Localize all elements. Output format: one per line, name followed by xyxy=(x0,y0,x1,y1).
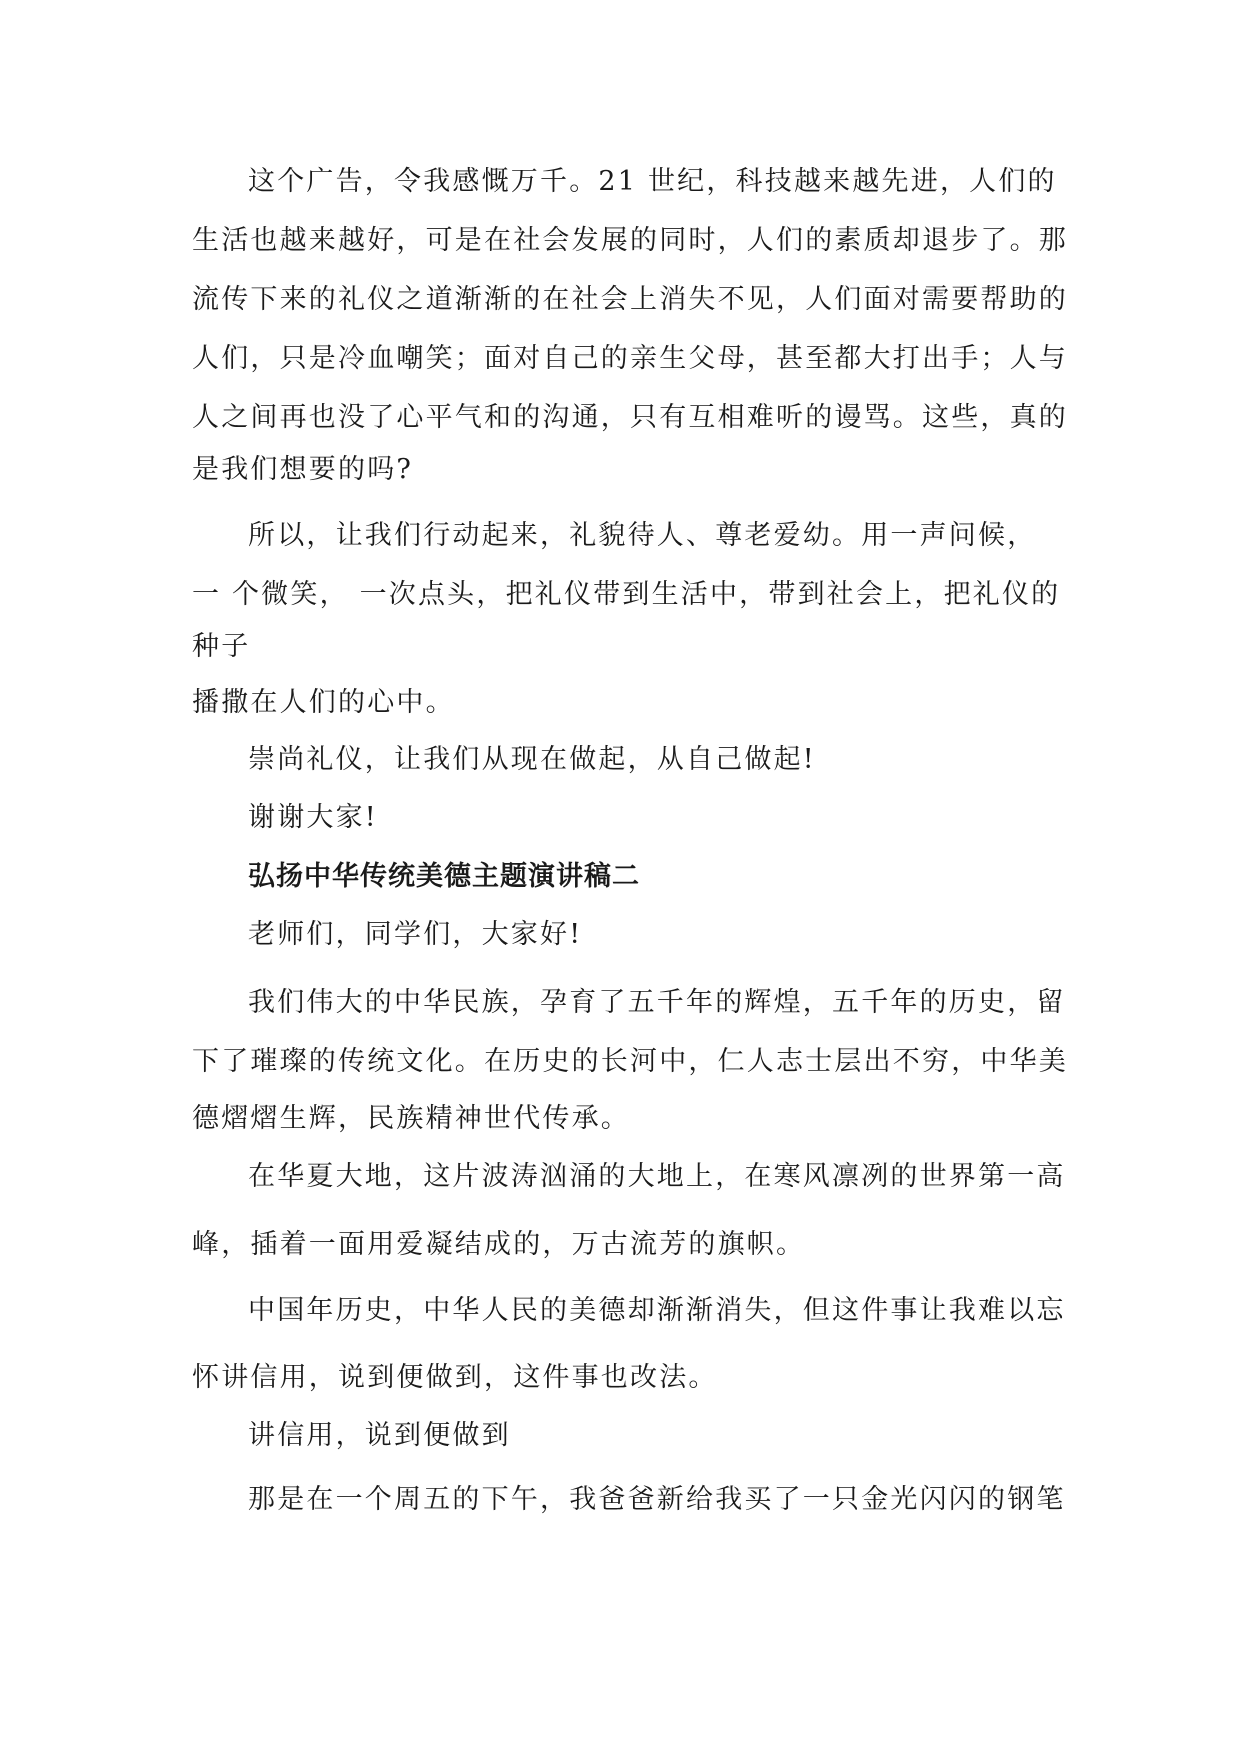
paragraph-line: 在华夏大地，这片波涛汹涌的大地上，在寒风凛冽的世界第一高 xyxy=(248,1161,1066,1192)
paragraph-line: 中国年历史，中华人民的美德却渐渐消失，但这件事让我难以忘 xyxy=(248,1295,1066,1326)
paragraph-line: 峰，插着一面用爱凝结成的，万古流芳的旗帜。 xyxy=(192,1229,806,1260)
paragraph-line: 人们，只是冷血嘲笑；面对自己的亲生父母，甚至都大打出手；人与 xyxy=(192,343,1068,374)
paragraph-line: 怀讲信用，说到便做到，这件事也改法。 xyxy=(192,1362,718,1393)
paragraph-line: 那是在一个周五的下午，我爸爸新给我买了一只金光闪闪的钢笔 xyxy=(248,1484,1066,1515)
paragraph-line: 播撒在人们的心中。 xyxy=(192,687,455,718)
closing-line: 谢谢大家! xyxy=(248,802,378,833)
paragraph-line: 德熠熠生辉，民族精神世代传承。 xyxy=(192,1103,630,1134)
paragraph-line: 下了璀璨的传统文化。在历史的长河中，仁人志士层出不穷，中华美 xyxy=(192,1046,1068,1077)
paragraph-line: 是我们想要的吗? xyxy=(192,454,414,485)
paragraph-line: 这个广告，令我感慨万千。21 世纪，科技越来越先进，人们的 xyxy=(248,166,1057,197)
paragraph-line: 生活也越来越好，可是在社会发展的同时，人们的素质却退步了。那 xyxy=(192,225,1068,256)
paragraph-line: 崇尚礼仪，让我们从现在做起，从自己做起! xyxy=(248,744,816,775)
paragraph-line: 我们伟大的中华民族，孕育了五千年的辉煌，五千年的历史，留 xyxy=(248,987,1066,1018)
paragraph-line: 人之间再也没了心平气和的沟通，只有互相难听的谩骂。这些，真的 xyxy=(192,402,1068,433)
section-heading: 弘扬中华传统美德主题演讲稿二 xyxy=(248,861,640,892)
paragraph-line: 讲信用，说到便做到 xyxy=(248,1420,511,1451)
paragraph-line: 种子 xyxy=(192,631,251,662)
greeting-line: 老师们，同学们，大家好! xyxy=(248,919,583,950)
paragraph-line: 所以，让我们行动起来，礼貌待人、尊老爱幼。用一声问候， xyxy=(248,520,1037,551)
paragraph-line: 流传下来的礼仪之道渐渐的在社会上消失不见，人们面对需要帮助的 xyxy=(192,284,1068,315)
paragraph-line: 一 个微笑， 一次点头，把礼仪带到生活中，带到社会上，把礼仪的 xyxy=(192,579,1061,610)
